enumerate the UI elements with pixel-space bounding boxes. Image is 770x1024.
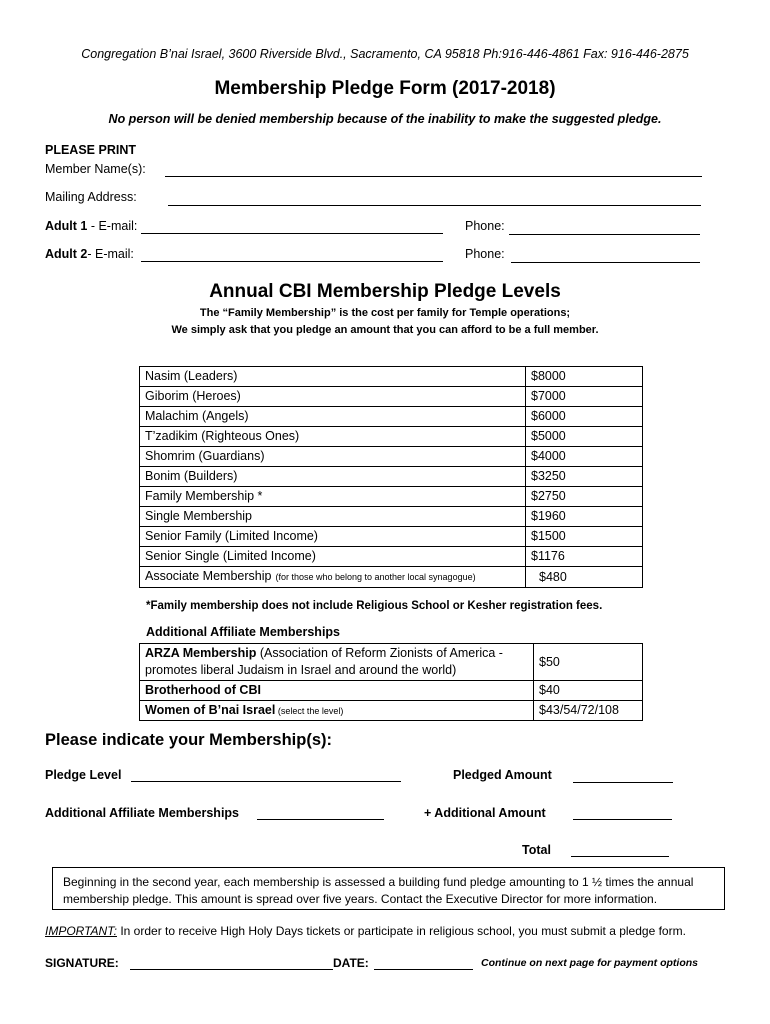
table-row xyxy=(140,387,643,407)
adult1-label: Adult 1 xyxy=(45,219,88,233)
level-name-cell xyxy=(140,507,526,527)
brotherhood-label: Brotherhood of CBI xyxy=(140,681,534,701)
level-name-cell xyxy=(140,407,526,427)
continue-note: Continue on next page for payment options xyxy=(481,957,699,969)
table-row xyxy=(140,367,643,387)
women-amount: $43/54/72/108 xyxy=(534,701,643,721)
women-note: (select the level) xyxy=(275,705,344,716)
level-amount: $1176 xyxy=(526,547,643,567)
date-label: DATE: xyxy=(333,956,369,970)
arza-desc-1: (Association of Reform Zionists of America - xyxy=(256,646,503,660)
additional-amount-label: + Additional Amount xyxy=(424,806,546,820)
adult2-email-label xyxy=(45,247,134,261)
signature-field[interactable] xyxy=(130,969,333,970)
family-footnote: *Family membership does not include Religious School or Kesher registration fees. xyxy=(146,600,603,612)
level-amount: $8000 xyxy=(526,367,643,387)
building-fund-line-2: membership pledge. This amount is spread over five years. Contact the Executive Director for more information. xyxy=(63,892,658,906)
table-row xyxy=(140,507,643,527)
level-name: Giborim (Heroes) xyxy=(145,389,241,403)
date-field[interactable] xyxy=(374,969,473,970)
table-row xyxy=(140,447,643,467)
women-cell xyxy=(140,701,534,721)
level-name-cell xyxy=(140,487,526,507)
table-row xyxy=(140,547,643,567)
additional-amount-field[interactable] xyxy=(573,819,672,820)
level-name-cell xyxy=(140,567,526,588)
signature-label: SIGNATURE: xyxy=(45,956,119,970)
level-name: Family Membership * xyxy=(145,489,263,503)
table-row xyxy=(140,701,643,721)
congregation-address: Congregation B’nai Israel, 3600 Riverside Blvd., Sacramento, CA 95818 Ph:916-446-4861 Fax: 916-446-2875 xyxy=(81,47,689,61)
additional-memberships-field[interactable] xyxy=(257,819,384,820)
table-row xyxy=(140,567,643,588)
level-name-cell xyxy=(140,547,526,567)
pledge-level-field[interactable] xyxy=(131,781,401,782)
level-name: Single Membership xyxy=(145,509,252,523)
affiliate-table xyxy=(139,643,643,721)
mailing-address-field[interactable] xyxy=(168,205,701,206)
total-field[interactable] xyxy=(571,856,669,857)
table-row xyxy=(140,407,643,427)
level-amount: $5000 xyxy=(526,427,643,447)
important-text: In order to receive High Holy Days tickets or participate in religious school, you must submit a pledge form. xyxy=(117,924,686,938)
indicate-title: Please indicate your Membership(s): xyxy=(45,731,333,749)
table-row xyxy=(140,681,643,701)
level-amount: $7000 xyxy=(526,387,643,407)
pledge-levels-note-2: We simply ask that you pledge an amount that you can afford to be a full member. xyxy=(171,324,599,336)
adult1-phone-field[interactable] xyxy=(509,234,700,235)
adult1-email-text: - E-mail: xyxy=(87,219,138,233)
level-name: T’zadikim (Righteous Ones) xyxy=(145,429,300,443)
arza-cell xyxy=(140,644,534,681)
adult2-label: Adult 2 xyxy=(45,247,88,261)
table-row xyxy=(140,467,643,487)
level-amount: $1960 xyxy=(526,507,643,527)
level-amount: $3250 xyxy=(526,467,643,487)
affiliate-title: Additional Affiliate Memberships xyxy=(146,625,341,639)
mailing-address-label: Mailing Address: xyxy=(45,190,137,204)
level-name-cell xyxy=(140,387,526,407)
pledged-amount-field[interactable] xyxy=(573,782,673,783)
adult1-phone-label: Phone: xyxy=(465,219,505,233)
pledge-levels-title: Annual CBI Membership Pledge Levels xyxy=(209,281,561,302)
level-name-cell xyxy=(140,467,526,487)
pledge-levels-note-1: The “Family Membership” is the cost per family for Temple operations; xyxy=(199,307,571,319)
brotherhood-amount: $40 xyxy=(534,681,643,701)
pledge-level-label: Pledge Level xyxy=(45,768,122,782)
level-amount: $6000 xyxy=(526,407,643,427)
table-row xyxy=(140,644,643,681)
level-name: Malachim (Angels) xyxy=(145,409,249,423)
please-print-label: PLEASE PRINT xyxy=(45,143,136,157)
adult2-phone-label: Phone: xyxy=(465,247,505,261)
total-label: Total xyxy=(522,843,551,857)
level-amount: $2750 xyxy=(526,487,643,507)
arza-amount: $50 xyxy=(534,644,643,681)
level-name-cell xyxy=(140,447,526,467)
adult1-email-label xyxy=(45,219,137,233)
building-fund-notice xyxy=(52,867,725,910)
level-name-cell xyxy=(140,527,526,547)
level-amount: $4000 xyxy=(526,447,643,467)
important-notice xyxy=(45,924,686,938)
level-name-cell xyxy=(140,427,526,447)
level-name: Shomrim (Guardians) xyxy=(145,449,265,463)
women-label: Women of B’nai Israel xyxy=(145,702,276,717)
level-name-cell xyxy=(140,367,526,387)
pledged-amount-label: Pledged Amount xyxy=(453,768,552,782)
adult2-email-field[interactable] xyxy=(141,261,443,262)
form-title: Membership Pledge Form (2017-2018) xyxy=(214,78,556,99)
level-name: Senior Family (Limited Income) xyxy=(145,529,318,543)
level-name: Bonim (Builders) xyxy=(145,469,238,483)
associate-note: (for those who belong to another local synagogue) xyxy=(275,572,476,582)
important-label: IMPORTANT: xyxy=(45,924,117,938)
level-name: Associate Membership xyxy=(145,569,272,583)
member-names-field[interactable] xyxy=(165,176,702,177)
form-subtitle: No person will be denied membership because of the inability to make the suggested pledge. xyxy=(108,112,662,126)
level-name: Senior Single (Limited Income) xyxy=(145,549,316,563)
member-names-label: Member Name(s): xyxy=(45,162,146,176)
pledge-levels-table xyxy=(139,366,643,588)
building-fund-line-1: Beginning in the second year, each membership is assessed a building fund pledge amounting to 1 ½ times the annual xyxy=(63,875,694,889)
level-amount: $480 xyxy=(526,567,643,588)
additional-memberships-label: Additional Affiliate Memberships xyxy=(45,806,240,820)
level-amount: $1500 xyxy=(526,527,643,547)
adult2-email-text: - E-mail: xyxy=(87,247,134,261)
table-row xyxy=(140,427,643,447)
arza-desc-2: promotes liberal Judaism in Israel and around the world) xyxy=(145,663,457,677)
adult1-email-field[interactable] xyxy=(141,233,443,234)
level-name: Nasim (Leaders) xyxy=(145,369,238,383)
table-row xyxy=(140,487,643,507)
arza-label: ARZA Membership xyxy=(145,646,257,660)
adult2-phone-field[interactable] xyxy=(511,262,700,263)
table-row xyxy=(140,527,643,547)
